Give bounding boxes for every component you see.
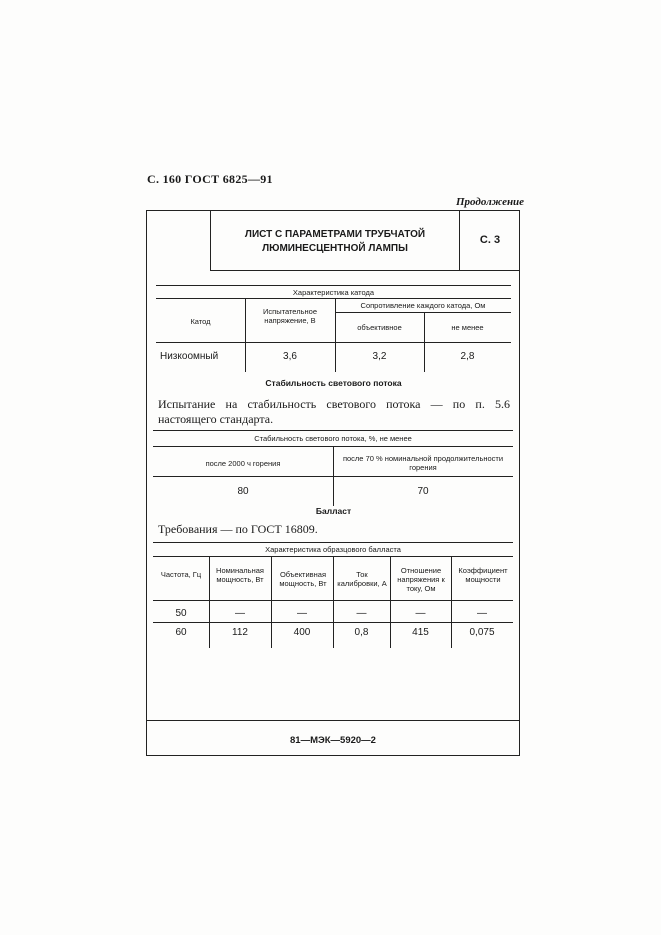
col-min: не менее xyxy=(451,323,484,332)
ballast-row1-frequency: 50 xyxy=(175,608,187,619)
ballast-row2-power-factor: 0,075 xyxy=(469,627,495,638)
col-test-voltage: Испытательное напряжение, В xyxy=(263,307,317,325)
cathode-row-objective: 3,2 xyxy=(372,351,387,362)
ballast-row1-rated-power: — xyxy=(235,608,245,619)
stability-val-2000h: 80 xyxy=(237,486,249,497)
sheet-title-line1: ЛИСТ С ПАРАМЕТРАМИ ТРУБЧАТОЙ xyxy=(244,229,426,240)
stability-text: Испытание на стабильность светового потока — по п. 5.6 настоящего стандарта. xyxy=(158,397,510,426)
ballast-row1-current: — xyxy=(356,608,367,619)
ballast-row1-ratio: — xyxy=(415,608,426,619)
ballast-row2-rated-power: 112 xyxy=(232,627,248,638)
title-bottom-line xyxy=(210,270,520,271)
cathode-row-min: 2,8 xyxy=(460,351,475,362)
ballast-col-frequency: Частота, Гц xyxy=(160,570,202,579)
cathode-row-name: Низкоомный xyxy=(160,351,219,362)
cathode-caption: Характеристика катода xyxy=(292,288,375,297)
stability-col-2000h: после 2000 ч горения xyxy=(205,459,281,468)
ballast-col-power-factor: Коэффициент мощности xyxy=(458,566,508,584)
ballast-row1-objective-power: — xyxy=(297,608,307,619)
title-divider-left xyxy=(210,211,211,271)
ballast-col-calibration-current: Ток калибровки, А xyxy=(337,570,387,588)
col-cathode: Катод xyxy=(190,317,211,326)
ballast-row2-current: 0,8 xyxy=(354,627,369,638)
sheet-page-ref: С. 3 xyxy=(479,234,501,246)
stability-table xyxy=(153,430,513,506)
ballast-col-rated-power: Номинальная мощность, Вт xyxy=(216,566,264,584)
stability-heading: Стабильность светового потока xyxy=(265,378,402,388)
stability-col-70pct: после 70 % номинальной продолжительности горения xyxy=(342,454,504,472)
ballast-col-voltage-current-ratio: Отношение напряжения к току, Ом xyxy=(397,566,445,593)
ballast-row2-objective-power: 400 xyxy=(293,627,311,638)
footer-divider xyxy=(146,720,520,721)
page-header: С. 160 ГОСТ 6825—91 xyxy=(147,172,273,186)
stability-val-70pct: 70 xyxy=(417,486,429,497)
continuation-label: Продолжение xyxy=(456,196,525,208)
ballast-text: Требования — по ГОСТ 16809. xyxy=(158,522,318,536)
ballast-table xyxy=(153,542,513,648)
col-resistance: Сопротивление каждого катода, Ом xyxy=(360,301,486,310)
sheet-title xyxy=(212,228,458,256)
ballast-col-objective-power: Объективная мощность, Вт xyxy=(279,570,327,588)
col-objective: объективное xyxy=(357,323,402,332)
sheet-title-line2: ЛЮМИНЕСЦЕНТНОЙ ЛАМПЫ xyxy=(262,243,408,254)
ballast-row1-power-factor: — xyxy=(477,608,487,619)
cathode-row-voltage: 3,6 xyxy=(283,351,297,362)
cathode-table xyxy=(156,285,511,375)
stability-caption: Стабильность светового потока, %, не менее xyxy=(254,434,412,443)
ballast-row2-ratio: 415 xyxy=(412,627,429,638)
ballast-row2-frequency: 60 xyxy=(175,627,187,638)
footer-code: 81—МЭК—5920—2 xyxy=(290,735,376,746)
ballast-caption: Характеристика образцового балласта xyxy=(265,545,401,554)
ballast-heading: Балласт xyxy=(315,506,352,516)
